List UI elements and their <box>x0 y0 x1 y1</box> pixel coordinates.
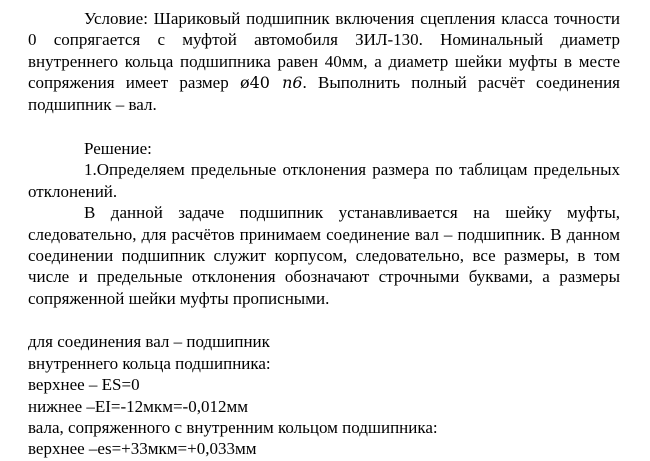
deviation-line: для соединения вал – подшипник <box>28 332 270 352</box>
deviation-line: верхнее – ES=0 <box>28 375 140 395</box>
spacer <box>28 309 620 331</box>
size-fit: n6 <box>282 73 303 93</box>
deviation-line: вала, сопряженного с внутренним кольцом подшипника: <box>28 417 438 437</box>
condition-paragraph <box>28 8 620 115</box>
deviation-line: внутреннего кольца подшипника: <box>28 353 271 373</box>
deviations-block <box>28 331 620 459</box>
solution-heading: Решение: <box>84 139 152 159</box>
condition-text-after: . Выполнить полный расчёт соединения подшипник – вал. <box>28 73 620 114</box>
spacer <box>28 115 620 138</box>
condition-text-before: Условие: Шариковый подшипник включения сцепления класса точности 0 сопрягается с муфтой автомобиля ЗИЛ-130. Номинальный диаметр внутреннего кольца подшипника равен 40мм, а диаметр шейки муфты в месте сопряжения имеет размер <box>28 9 620 93</box>
document-page <box>28 8 620 460</box>
size-symbol: ø40 <box>239 73 270 93</box>
size-designation <box>240 73 303 92</box>
deviation-line: верхнее –es=+33мкм=+0,033мм <box>28 439 257 459</box>
solution-step-1: 1.Определяем предельные отклонения размера по таблицам предельных отклонений. <box>28 160 620 201</box>
solution-explanation: В данной задаче подшипник устанавливается на шейку муфты, следовательно, для расчётов принимаем соединение вал – подшипник. В данном соединении подшипник служит корпусом, следовательно, все размеры, в том числе и предельные отклонения обозначают строчными буквами, а размеры сопряженной шейки муфты прописными. <box>28 203 620 308</box>
deviation-line: нижнее –EI=-12мкм=-0,012мм <box>28 396 248 416</box>
